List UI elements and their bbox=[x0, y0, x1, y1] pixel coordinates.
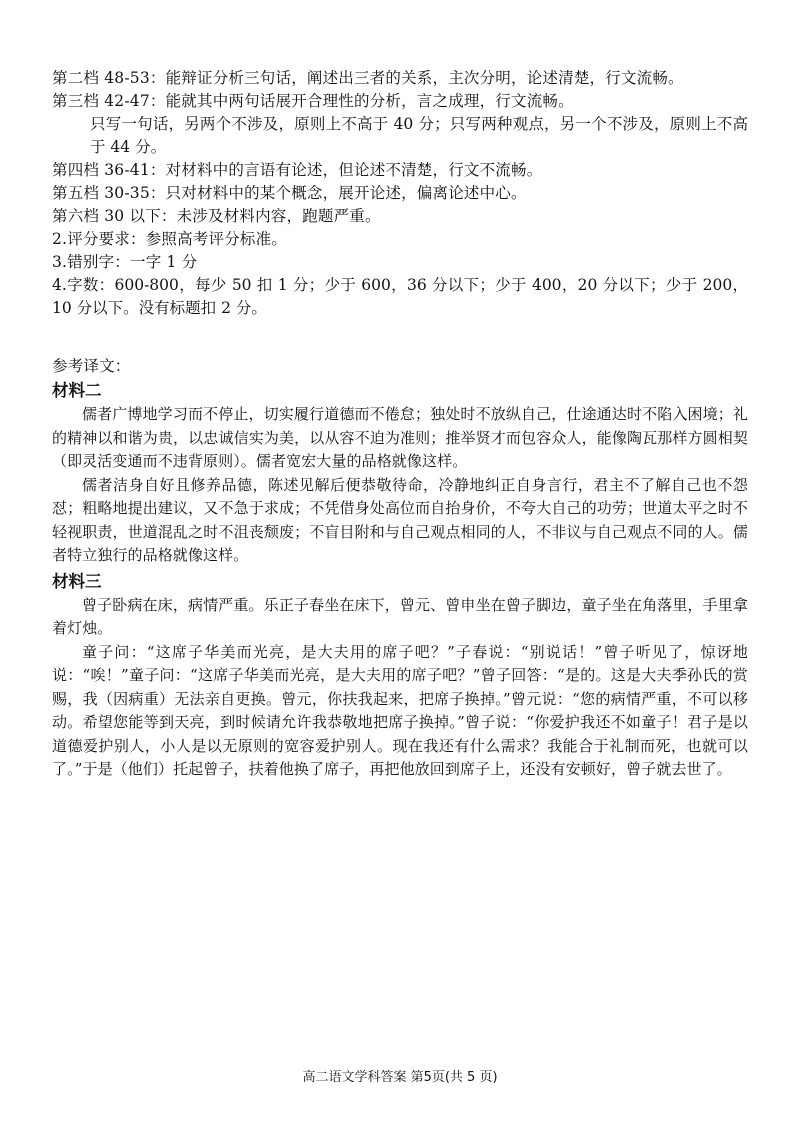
translation-label: 参考译文： bbox=[52, 357, 131, 375]
scoring-requirement: 2.评分要求：参照高考评分标准。 bbox=[52, 230, 287, 248]
grading-tier-3: 第三档 42-47：能就其中两句话展开合理性的分析，言之成理，行文流畅。 bbox=[52, 92, 574, 110]
reference-translation bbox=[52, 355, 748, 782]
grading-tier-3-note: 只写一句话，另两个不涉及，原则上不高于 40 分；只写两种观点，另一个不涉及，原则上不高于 44 分。 bbox=[90, 115, 748, 156]
page-footer: 高二语文学科答案 第5页(共 5 页) bbox=[302, 1070, 498, 1085]
material-3-paragraph-2: 童子问：“这席子华美而光亮，是大夫用的席子吧？”子春说：“别说话！”曾子听见了，惊讶地说：“唉！”童子问：“这席子华美而光亮，是大夫用的席子吧？”曾子回答：“是的。这是大夫季孙氏的赏赐，我（因病重）无法亲自更换。曾元，你扶我起来，把席子换掉。”曾元说：“您的病情严重，不可以移动。希望您能等到天亮，到时候请允许我恭敬地把席子换掉。”曾子说：“你爱护我还不如童子！君子是以道德爱护别人，小人是以无原则的宽容爱护别人。现在我还有什么需求？我能合于礼制而死，也就可以了。”于是（他们）托起曾子，扶着他换了席子，再把他放回到席子上，还没有安顿好，曾子就去世了。 bbox=[52, 642, 748, 778]
grading-criteria bbox=[52, 67, 748, 320]
grading-tier-6: 第六档 30 以下：未涉及材料内容，跑题严重。 bbox=[52, 207, 381, 225]
grading-tier-2: 第二档 48-53：能辩证分析三句话，阐述出三者的关系，主次分明，论述清楚，行文流畅。 bbox=[52, 69, 684, 87]
grading-tier-5: 第五档 30-35：只对材料中的某个概念，展开论述，偏离论述中心。 bbox=[52, 184, 527, 202]
material-3-heading: 材料三 bbox=[52, 571, 102, 591]
material-2-paragraph-1: 儒者广博地学习而不停止，切实履行道德而不倦怠；独处时不放纵自己，仕途通达时不陷入困境；礼的精神以和谐为贵，以忠诚信实为美，以从容不迫为准则；推举贤才而包容众人，能像陶瓦那样方圆相契（即灵活变通而不违背原则）。儒者宽宏大量的品格就像这样。 bbox=[52, 405, 748, 470]
material-2-paragraph-2: 儒者洁身自好且修养品德，陈述见解后便恭敬待命，冷静地纠正自身言行，君主不了解自己也不怨怼；粗略地提出建议，又不急于求成；不凭借身处高位而自抬身价，不夸大自己的功劳；世道太平之时不轻视职责，世道混乱之时不沮丧颓废；不盲目附和与自己观点相同的人，不非议与自己观点不同的人。儒者特立独行的品格就像这样。 bbox=[52, 475, 748, 564]
grading-tier-4: 第四档 36-41：对材料中的言语有论述，但论述不清楚，行文不流畅。 bbox=[52, 161, 543, 179]
material-2-heading: 材料二 bbox=[52, 381, 102, 400]
material-3-paragraph-1: 曾子卧病在床，病情严重。乐正子春坐在床下，曾元、曾申坐在曾子脚边，童子坐在角落里，手里拿着灯烛。 bbox=[52, 595, 748, 637]
word-count-rule: 4.字数：600-800，每少 50 扣 1 分；少于 600，36 分以下；少于 400，20 分以下；少于 200，10 分以下。没有标题扣 2 分。 bbox=[52, 276, 748, 317]
typo-penalty: 3.错别字：一字 1 分 bbox=[52, 253, 198, 271]
